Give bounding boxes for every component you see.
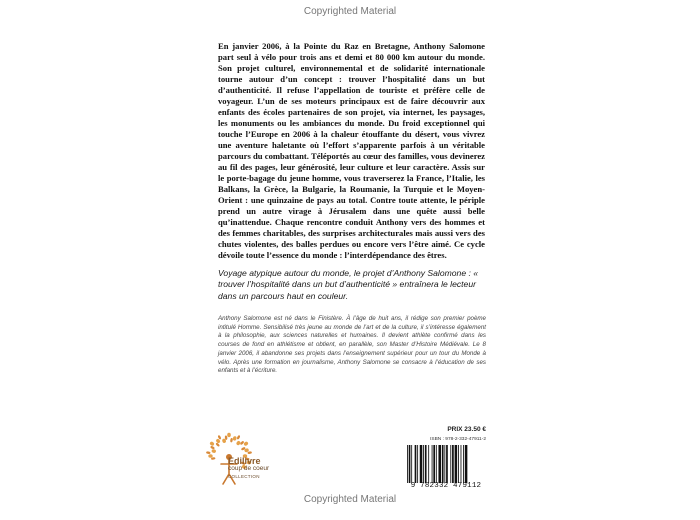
- author-bio: Anthony Salomone est né dans le Finistère. À l’âge de huit ans, il rédige son premier poème intitulé Homme. Sensibilisé très jeune au monde de l’art et de la culture, il s’intéresse également à la philosophie, aux sciences naturelles et humaines. Il devient athlète confirmé dans les courses de fond en athlétisme et obtient, en parallèle, son Master d’Histoire Médiévale. Le 8 janvier 2006, il abandonne ses projets dans l’enseignement supérieur pour un tour du Monde à vélo. Après une formation en journalisme, Anthony Salomone se consacre à l’éducation de ses enfants et à l’écriture.: [218, 315, 486, 375]
- publisher-collection: COLLECTION: [228, 474, 260, 479]
- watermark-bottom: Copyrighted Material: [303, 494, 397, 505]
- publisher-logo-text: [228, 457, 298, 481]
- watermark-top: Copyrighted Material: [303, 6, 397, 17]
- book-tagline: Voyage atypique autour du monde, le projet d’Anthony Salomone : « trouver l’hospitalité dans un but d’authenticité » entraînera le lecteur dans un parcours haut en couleur.: [218, 268, 479, 301]
- barcode-digits: 9 782332 479112: [410, 482, 482, 490]
- publisher-subtitle: coup de coeur: [228, 465, 270, 472]
- isbn-label: ISBN : 978-2-332-47911-2: [430, 437, 486, 442]
- price-label: PRIX 23.50 €: [447, 426, 486, 433]
- barcode-icon: [406, 445, 486, 483]
- publisher-brand: Edilivre: [228, 456, 261, 466]
- book-summary: En janvier 2006, à la Pointe du Raz en Bretagne, Anthony Salomone part seul à vélo pour trois ans et demi et 80 000 km autour du monde. Son projet culturel, environnemental et de solidarité internationale tourne autour d’un concept : trouver l’hospitalité dans un but d’authenticité. Il refuse l’appellation de touriste et préfère celle de voyageur. L’un de ses moteurs principaux est de faire découvrir aux enfants des écoles partenaires de son projet, via internet, les paysages, les monuments ou les ambiances du monde. Du froid exceptionnel qui touche l’Europe en 2006 à la chaleur étouffante du désert, vous vivrez une aventure haletante où l’effort s’apparente parfois à un véritable parcours du combattant. Téléportés au cœur des familles, vous devinerez au fil des pages, leur générosité, leur culture et leur caractère. Assis sur le porte-bagage du jeune homme, vous traverserez la France, l’Italie, les Balkans, la Grèce, la Bulgarie, la Roumanie, la Turquie et le Moyen-Orient : une quinzaine de pays au total. Contre toute attente, le périple prend un autre virage à Jérusalem dans une quête aussi belle qu’inattendue. Chaque rencontre conduit Anthony vers des hommes et des femmes charitables, des surprises architecturales mais aussi vers des chutes violentes, des balles perdues ou encore vers l’être aimé. Ce cycle dévoile toute l’essence du monde : l’interdépendance des êtres.: [218, 41, 485, 260]
